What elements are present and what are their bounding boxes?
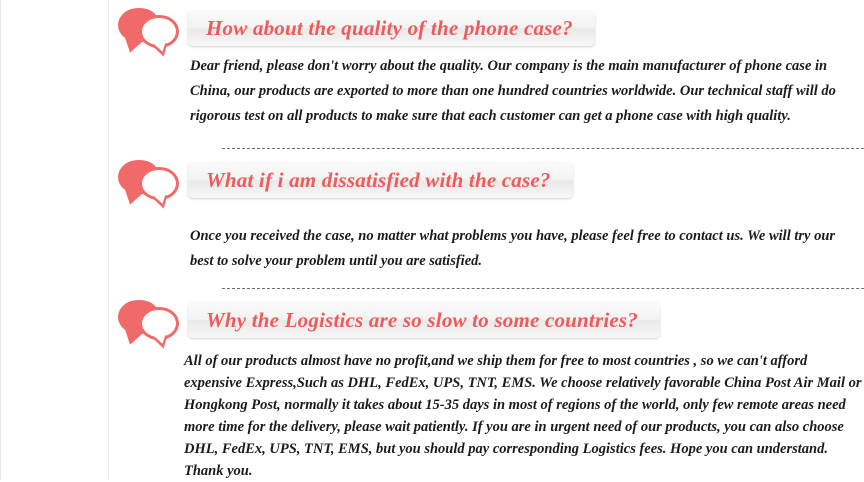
speech-bubbles-icon (118, 8, 184, 56)
section-divider (222, 148, 864, 149)
faq-question-text: How about the quality of the phone case? (206, 16, 573, 40)
faq-question-text: Why the Logistics are so slow to some countries? (206, 308, 638, 332)
speech-bubbles-icon (118, 160, 184, 208)
faq-question-plate (188, 302, 660, 338)
faq-answer-text: All of our products almost have no profit,and we ship them for free to most countries , so we can't afford expensive Express,Such as DHL, FedEx, UPS, TNT, EMS. We choose relatively favorable China Post Air Mail or Hongkong Post, normally it takes about 15-35 days in most of regions of the world, only few remote areas need more time for the delivery, please wait patiently. If you are in urgent need of our products, you can also choose DHL, FedEx, UPS, TNT, EMS, but you should pay corresponding Logistics fees. Hope you can understand. Thank you. (184, 353, 862, 479)
page-left-divider (108, 0, 109, 480)
speech-bubbles-icon (118, 300, 184, 348)
faq-item (110, 4, 864, 124)
faq-answer-text: Once you received the case, no matter what problems you have, please feel free to contact us. We will try our best to solve your problem until you are satisfied. (190, 228, 836, 269)
faq-item (110, 156, 864, 269)
faq-question-row (110, 156, 864, 208)
faq-question-plate (188, 10, 595, 46)
faq-list (110, 0, 864, 480)
faq-question-plate (188, 162, 573, 198)
faq-question-text: What if i am dissatisfied with the case? (206, 168, 551, 192)
faq-question-row (110, 4, 864, 56)
page-left-border (0, 0, 1, 480)
section-divider (222, 288, 864, 289)
faq-question-row (110, 296, 864, 348)
faq-answer-text: Dear friend, please don't worry about the quality. Our company is the main manufacturer of phone case in China, our products are exported to more than one hundred countries worldwide. Our technical staff will do rigorous test on all products to make sure that each customer can get a phone case with high quality. (190, 58, 836, 124)
faq-item (110, 296, 864, 479)
